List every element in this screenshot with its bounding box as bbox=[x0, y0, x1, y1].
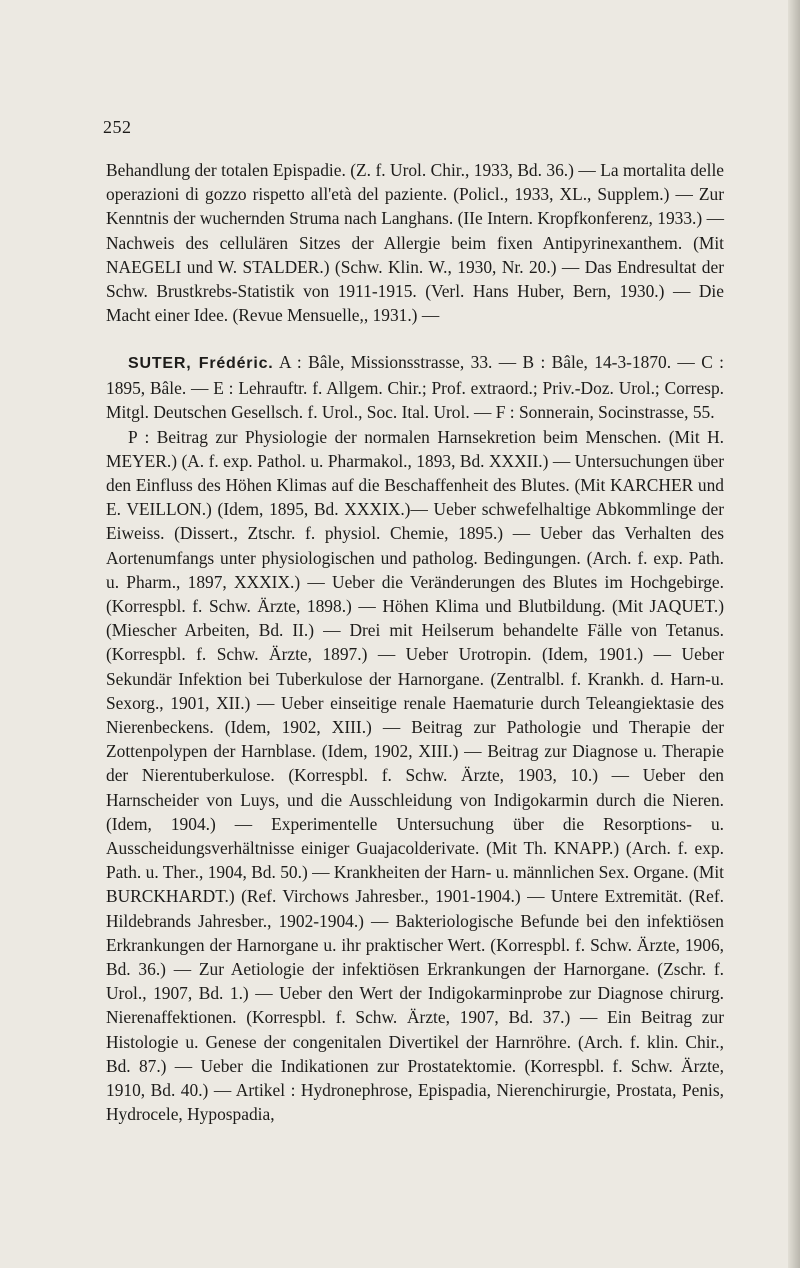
continued-bibliography-text: Behandlung der totalen Epispadie. (Z. f. Urol. Chir., 1933, Bd. 36.) — La mortalita delle operazioni di gozzo rispetto all'età del paziente. (Policl., 1933, XL., Supplem.) — Zur Kenntnis der wuchernden Struma nach Langhans. (IIe Intern. Kropfkonferenz, 1933.) — Nachweis des cellulären Sitzes der Allergie beim fixen Antipyrinexanthem. (Mit NAEGELI und W. STALDER.) (Schw. Klin. W., 1930, Nr. 20.) — Das Endresultat der Schw. Brustkrebs-Statistik von 1911-1915. (Verl. Hans Huber, Bern, 1930.) — Die Macht einer Idee. (Revue Mensuelle,, 1931.) — bbox=[106, 160, 724, 326]
page-number: 252 bbox=[103, 117, 132, 137]
page-edge bbox=[788, 0, 800, 1268]
continued-bibliography bbox=[106, 158, 724, 327]
entry-publications: P : Beitrag zur Physiologie der normalen Harnsekretion beim Menschen. (Mit H. MEYER.) (A. f. exp. Pathol. u. Pharmakol., 1893, Bd. XXXII.) — Untersuchungen über den Einfluss des Höhen Klimas auf die Beschaffenheit des Blutes. (Mit KARCHER und E. VEILLON.) (Idem, 1895, Bd. XXXIX.)— Ueber schwefelhaltige Abkommlinge der Eiweiss. (Dissert., Ztschr. f. physiol. Chemie, 1895.) — Ueber das Verhalten des Aortenumfangs unter physiologischen und patholog. Bedingungen. (Arch. f. exp. Path. u. Pharm., 1897, XXXIX.) — Ueber die Veränderungen des Blutes im Hochgebirge. (Korrespbl. f. Schw. Ärzte, 1898.) — Höhen Klima und Blutbildung. (Mit JAQUET.) (Miescher Arbeiten, Bd. II.) — Drei mit Heilserum behandelte Fälle von Tetanus. (Korrespbl. f. Schw. Ärzte, 1897.) — Ueber Urotropin. (Idem, 1901.) — Ueber Sekundär Infektion bei Tuberkulose der Harnorgane. (Zentralbl. f. Krankh. d. Harn-u. Sexorg., 1901, XII.) — Ueber einseitige renale Haematurie durch Teleangiektasie des Nierenbeckens. (Idem, 1902, XIII.) — Beitrag zur Pathologie und Therapie der Zottenpolypen der Harnblase. (Idem, 1902, XIII.) — Beitrag zur Diagnose u. Therapie der Nierentuberkulose. (Korrespbl. f. Schw. Ärzte, 1903, 10.) — Ueber den Harnscheider von Luys, und die Ausschleidung von Indigokarmin durch die Nieren. (Idem, 1904.) — Experimentelle Untersuchung über die Resorptions- u. Ausscheidungsverhältnisse einiger Guajacolderivate. (Mit Th. KNAPP.) (Arch. f. exp. Path. u. Ther., 1904, Bd. 50.) — Krankheiten der Harn- u. männlichen Sex. Organe. (Mit BURCKHARDT.) (Ref. Virchows Jahresber., 1901-1904.) — Untere Extremität. (Ref. Hildebrands Jahresber., 1902-1904.) — Bakteriologische Befunde bei den infektiösen Erkrankungen der Harnorgane u. ihr praktischer Wert. (Korrespbl. f. Schw. Ärzte, 1906, Bd. 36.) — Zur Aetiologie der infektiösen Erkrankungen der Harnorgane. (Zschr. f. Urol., 1907, Bd. 1.) — Ueber den Wert der Indigokarminprobe zur Diagnose chirurg. Nierenaffektionen. (Korrespbl. f. Schw. Ärzte, 1907, Bd. 37.) — Ein Beitrag zur Histologie u. Genese der congenitalen Divertikel der Harnröhre. (Arch. f. klin. Chir., Bd. 87.) — Ueber die Indikationen zur Prostatektomie. (Korrespbl. f. Schw. Ärzte, 1910, Bd. 40.) — Artikel : Hydronephrose, Epispadia, Nierenchirurgie, Prostata, Penis, Hydrocele, Hypospadia, bbox=[106, 426, 724, 1125]
entry-name: SUTER, Frédéric. bbox=[128, 355, 274, 372]
entry-header bbox=[106, 350, 724, 425]
biography-entry bbox=[106, 350, 724, 1127]
entry-details: A : Bâle, Missionsstrasse, 33. — B : Bâle, 14-3-1870. — C : 1895, Bâle. — E : Lehrauftr. f. Allgem. Chir.; Prof. extraord.; Priv.-Doz. Urol.; Corresp. Mitgl. Deutschen Gesellsch. f. Urol., Soc. Ital. Urol. — F : Sonnerain, Socinstrasse, 55. bbox=[106, 352, 724, 423]
